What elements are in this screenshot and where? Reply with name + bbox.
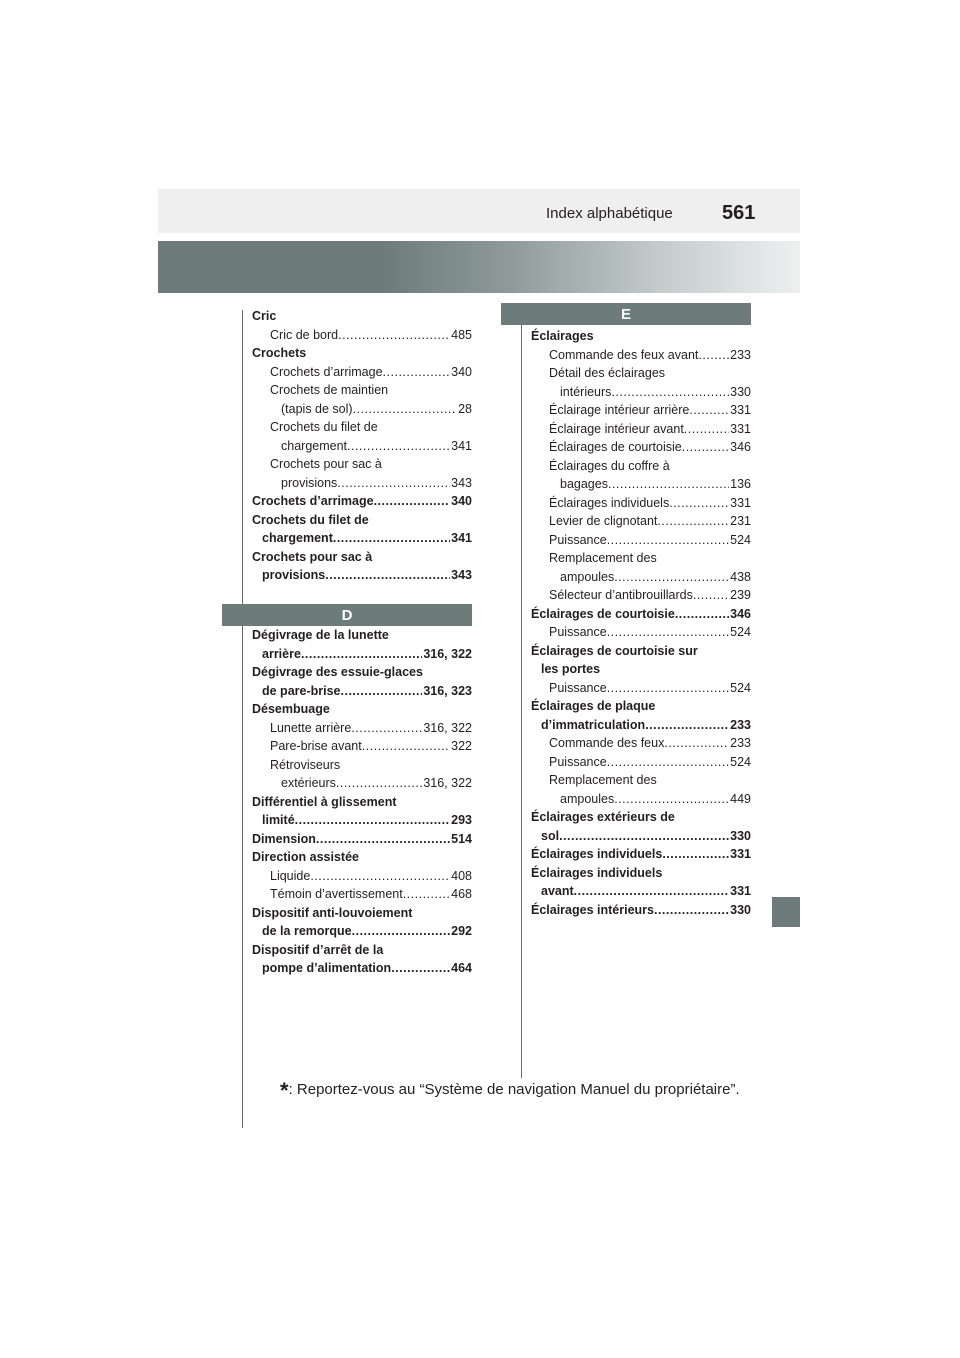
index-entry xyxy=(252,830,472,849)
index-entry xyxy=(531,790,751,809)
index-entry xyxy=(531,845,751,864)
entry-term: (tapis de sol) xyxy=(281,401,353,416)
index-entry: Crochets pour sac à xyxy=(270,457,382,471)
entry-term: avant xyxy=(541,884,574,898)
dot-leader xyxy=(338,326,450,345)
index-entry xyxy=(252,437,472,456)
index-entry: Crochets du filet de xyxy=(270,420,378,434)
entry-page[interactable]: 438 xyxy=(730,569,751,584)
index-entry xyxy=(252,774,472,793)
dot-leader xyxy=(607,753,729,772)
entry-page[interactable]: 343 xyxy=(451,568,472,582)
dot-leader xyxy=(362,737,450,756)
dot-leader xyxy=(698,346,729,365)
entry-term: chargement xyxy=(281,438,348,453)
entry-term: Puissance xyxy=(549,532,607,547)
entry-page[interactable]: 449 xyxy=(730,791,751,806)
footnote-star: * xyxy=(280,1078,289,1103)
entry-page[interactable]: 330 xyxy=(730,828,751,843)
index-entry: Direction assistée xyxy=(252,850,359,864)
index-entry: Dégivrage des essuie-glaces xyxy=(252,665,423,679)
entry-term: Éclairage intérieur avant xyxy=(549,421,684,436)
dot-leader xyxy=(608,475,729,494)
entry-term: intérieurs xyxy=(560,384,612,399)
entry-page[interactable]: 464 xyxy=(451,961,472,975)
index-entry: Dégivrage de la lunette xyxy=(252,628,389,642)
entry-term: pompe d’alimentation xyxy=(262,961,392,975)
entry-page[interactable]: 316, 322 xyxy=(423,720,472,735)
entry-term: arrière xyxy=(262,646,301,661)
dot-leader xyxy=(657,512,729,531)
footnote xyxy=(280,1078,740,1104)
dot-leader xyxy=(654,901,729,920)
index-entry: Éclairages xyxy=(531,329,594,343)
entry-term: Puissance xyxy=(549,680,607,695)
dot-leader xyxy=(645,716,729,735)
entry-term: Sélecteur d’antibrouillards xyxy=(549,588,693,602)
dot-leader xyxy=(664,734,729,753)
index-entry: Rétroviseurs xyxy=(270,757,341,772)
index-entry: Éclairages extérieurs de xyxy=(531,810,675,824)
page-number: 561 xyxy=(722,202,756,224)
index-entry xyxy=(531,494,751,513)
page-title: Index alphabétique xyxy=(546,205,673,222)
index-entry: Désembuage xyxy=(252,702,330,716)
index-entry: Remplacement des xyxy=(549,773,657,787)
index-entry xyxy=(531,827,751,846)
dot-leader xyxy=(333,529,450,548)
index-entry: les portes xyxy=(541,662,601,676)
entry-term: provisions xyxy=(281,475,338,490)
entry-page[interactable]: 322 xyxy=(451,739,472,753)
entry-page[interactable]: 341 xyxy=(451,531,472,545)
entry-page[interactable]: 330 xyxy=(730,902,751,917)
dot-leader xyxy=(662,845,729,864)
index-column-2 xyxy=(531,327,751,919)
index-entry xyxy=(531,475,751,494)
index-entry xyxy=(531,901,751,920)
index-entry xyxy=(531,568,751,587)
entry-term: Cric de bord xyxy=(270,327,339,342)
entry-term: provisions xyxy=(262,568,326,582)
entry-term: bagages xyxy=(560,477,608,491)
entry-term: de pare-brise xyxy=(262,683,341,698)
entry-page[interactable]: 316, 322 xyxy=(423,776,472,790)
index-entry xyxy=(252,885,472,904)
entry-page[interactable]: 136 xyxy=(730,477,751,491)
entry-term: Dimension xyxy=(252,831,316,846)
index-column-1-d xyxy=(252,626,472,978)
index-entry: Éclairages du coffre à xyxy=(549,458,670,473)
entry-page[interactable]: 341 xyxy=(451,438,472,453)
index-entry xyxy=(252,719,472,738)
entry-page[interactable]: 524 xyxy=(730,532,751,547)
entry-term: Commande des feux xyxy=(549,736,665,750)
dot-leader xyxy=(607,623,729,642)
index-entry xyxy=(531,512,751,531)
dot-leader xyxy=(374,492,451,511)
dot-leader xyxy=(693,586,729,605)
entry-term: limité xyxy=(262,813,295,827)
entry-term: Crochets d’arrimage xyxy=(270,364,383,379)
dot-leader xyxy=(614,568,729,587)
index-entry xyxy=(252,645,472,664)
index-column-1-top xyxy=(252,307,472,585)
index-entry xyxy=(531,401,751,420)
index-entry: Éclairages individuels xyxy=(531,865,663,880)
entry-term: Levier de clignotant xyxy=(549,514,658,528)
dot-leader xyxy=(559,827,729,846)
dot-leader xyxy=(351,719,422,738)
index-entry xyxy=(252,474,472,493)
index-entry: Dispositif anti-louvoiement xyxy=(252,905,413,920)
dot-leader xyxy=(325,566,450,585)
dot-leader xyxy=(347,437,450,456)
index-entry xyxy=(252,400,472,419)
entry-page[interactable]: 331 xyxy=(730,847,751,861)
index-entry xyxy=(252,566,472,585)
index-entry xyxy=(531,716,751,735)
header-bar xyxy=(158,189,800,233)
dot-leader xyxy=(574,882,729,901)
entry-term: Puissance xyxy=(549,625,607,639)
dot-leader xyxy=(403,885,450,904)
entry-page[interactable]: 233 xyxy=(730,347,751,362)
entry-page[interactable]: 468 xyxy=(451,887,472,901)
entry-page[interactable]: 524 xyxy=(730,754,751,769)
entry-term: Lunette arrière xyxy=(270,720,352,735)
index-entry xyxy=(531,346,751,365)
entry-page[interactable]: 28 xyxy=(458,401,472,416)
index-entry: Éclairages de plaque xyxy=(531,699,656,713)
index-entry xyxy=(252,867,472,886)
index-entry: Crochets de maintien xyxy=(270,383,389,397)
dot-leader xyxy=(607,679,729,698)
index-entry xyxy=(252,959,472,978)
column-rule-left xyxy=(242,310,243,1128)
entry-term: Éclairages de courtoisie xyxy=(549,440,682,454)
dot-leader xyxy=(675,605,729,624)
index-entry: Dispositif d’arrêt de la xyxy=(252,942,384,957)
entry-term: chargement xyxy=(262,531,333,545)
index-entry: Crochets xyxy=(252,346,307,360)
dot-leader xyxy=(336,774,422,793)
entry-page[interactable]: 233 xyxy=(730,736,751,750)
dot-leader xyxy=(301,645,422,664)
entry-term: Éclairage intérieur arrière xyxy=(549,403,690,417)
entry-term: Éclairages individuels xyxy=(531,847,663,861)
index-entry xyxy=(531,605,751,624)
entry-page[interactable]: 524 xyxy=(730,680,751,695)
dot-leader xyxy=(310,867,450,886)
entry-term: d’immatriculation xyxy=(541,717,646,732)
dot-leader xyxy=(383,363,451,382)
index-entry xyxy=(252,326,472,345)
entry-page[interactable]: 231 xyxy=(730,514,751,528)
index-entry xyxy=(531,420,751,439)
index-entry xyxy=(252,492,472,511)
entry-page[interactable]: 514 xyxy=(451,831,472,846)
index-entry xyxy=(252,682,472,701)
entry-page[interactable]: 316, 323 xyxy=(423,683,472,698)
column-rule-middle xyxy=(521,310,522,1078)
index-entry: Différentiel à glissement xyxy=(252,794,397,809)
entry-term: ampoules xyxy=(560,569,615,584)
entry-page[interactable]: 330 xyxy=(730,384,751,399)
dot-leader xyxy=(684,420,729,439)
footnote-text: : Reportez-vous au “Système de navigation Manuel du propriétaire”. xyxy=(288,1081,740,1098)
dot-leader xyxy=(295,811,450,830)
dot-leader xyxy=(337,474,450,493)
index-entry xyxy=(531,753,751,772)
index-entry xyxy=(252,363,472,382)
entry-page[interactable]: 292 xyxy=(451,924,472,938)
section-thumb-tab xyxy=(772,897,800,927)
header-band xyxy=(158,241,800,293)
dot-leader xyxy=(614,790,729,809)
entry-page[interactable]: 331 xyxy=(730,421,751,436)
index-entry xyxy=(531,734,751,753)
entry-term: Commande des feux avant xyxy=(549,347,699,362)
index-entry xyxy=(252,737,472,756)
dot-leader xyxy=(341,682,423,701)
index-entry xyxy=(531,586,751,605)
index-entry xyxy=(252,529,472,548)
entry-term: sol xyxy=(541,828,560,843)
index-entry xyxy=(252,922,472,941)
entry-page[interactable]: 343 xyxy=(451,475,472,490)
dot-leader xyxy=(391,959,450,978)
index-entry: Crochets pour sac à xyxy=(252,549,373,564)
entry-page[interactable]: 524 xyxy=(730,625,751,639)
dot-leader xyxy=(316,830,450,849)
index-entry: Remplacement des xyxy=(549,551,657,565)
entry-page[interactable]: 346 xyxy=(730,606,751,621)
entry-page[interactable]: 316, 322 xyxy=(423,646,472,661)
index-entry: Cric xyxy=(252,309,277,323)
entry-term: Pare-brise avant xyxy=(270,739,362,753)
dot-leader xyxy=(689,401,729,420)
entry-page[interactable]: 346 xyxy=(730,440,751,454)
index-entry: Crochets du filet de xyxy=(252,512,369,527)
index-entry: Éclairages de courtoisie sur xyxy=(531,643,698,658)
index-entry xyxy=(531,679,751,698)
entry-term: Éclairages de courtoisie xyxy=(531,606,675,621)
entry-page[interactable]: 239 xyxy=(730,588,751,602)
entry-page[interactable]: 331 xyxy=(730,495,751,510)
section-header-d: D xyxy=(222,604,472,626)
dot-leader xyxy=(353,400,458,419)
index-entry xyxy=(531,882,751,901)
entry-page[interactable]: 331 xyxy=(730,403,751,417)
index-entry xyxy=(531,531,751,550)
dot-leader xyxy=(682,438,729,457)
entry-term: Éclairages intérieurs xyxy=(531,902,654,917)
entry-term: Puissance xyxy=(549,754,607,769)
entry-term: Liquide xyxy=(270,868,311,883)
dot-leader xyxy=(669,494,729,513)
entry-page[interactable]: 293 xyxy=(451,813,472,827)
entry-page[interactable]: 340 xyxy=(451,494,472,508)
dot-leader xyxy=(352,922,451,941)
entry-page[interactable]: 331 xyxy=(730,884,751,898)
entry-term: Éclairages individuels xyxy=(549,495,670,510)
entry-term: de la remorque xyxy=(262,924,352,938)
entry-term: ampoules xyxy=(560,791,615,806)
entry-page[interactable]: 340 xyxy=(451,364,472,379)
entry-term: Crochets d’arrimage xyxy=(252,494,374,508)
index-entry xyxy=(252,811,472,830)
index-entry: Détail des éclairages xyxy=(549,366,666,380)
index-entry xyxy=(531,438,751,457)
entry-page[interactable]: 408 xyxy=(451,868,472,883)
index-entry xyxy=(531,623,751,642)
entry-page[interactable]: 485 xyxy=(451,327,472,342)
dot-leader xyxy=(607,531,729,550)
dot-leader xyxy=(611,383,729,402)
section-header-e: E xyxy=(501,303,751,325)
index-entry xyxy=(531,383,751,402)
entry-term: Témoin d’avertissement xyxy=(270,887,403,901)
entry-term: extérieurs xyxy=(281,776,336,790)
entry-page[interactable]: 233 xyxy=(730,717,751,732)
